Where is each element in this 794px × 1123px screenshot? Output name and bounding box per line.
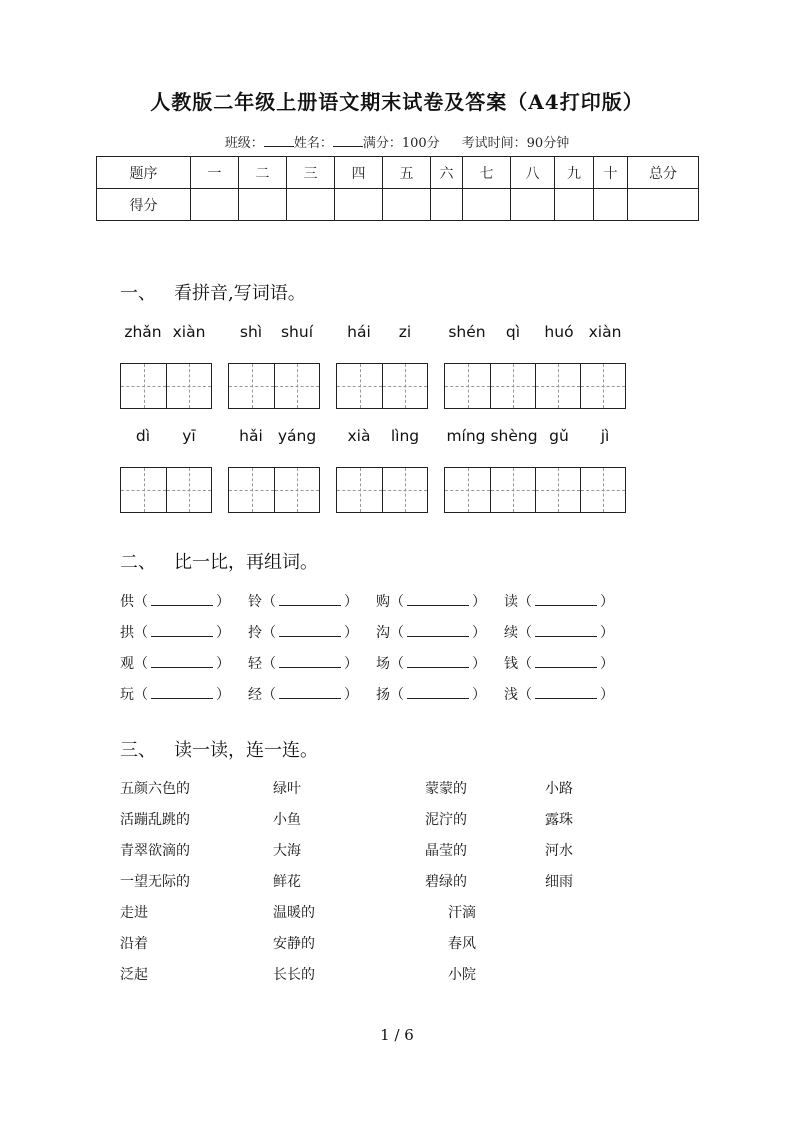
match-item[interactable]: 小路 [545, 781, 573, 797]
match-item[interactable]: 大海 [273, 843, 301, 859]
writing-grid[interactable] [444, 363, 626, 409]
writing-grid[interactable] [228, 363, 320, 409]
grid-cell[interactable] [382, 364, 427, 408]
answer-blank[interactable] [535, 654, 597, 668]
writing-grid[interactable] [120, 467, 212, 513]
page-number: 1 / 6 [380, 1026, 414, 1044]
match-item[interactable]: 走进 [120, 905, 148, 921]
word-pair: 场（ ） [376, 656, 486, 672]
answer-blank[interactable] [407, 685, 469, 699]
header-cell: 总分 [628, 157, 699, 189]
grid-cell[interactable] [166, 468, 211, 512]
section-1-title: 看拼音,写词语。 [174, 283, 306, 304]
section-2-heading [120, 548, 318, 574]
pinyin: qì [505, 323, 521, 341]
header-cell: 题序 [97, 157, 191, 189]
match-item[interactable]: 小鱼 [273, 812, 301, 828]
section-1-heading [120, 279, 306, 305]
match-item[interactable]: 长长的 [273, 967, 315, 983]
header-cell: 六 [431, 157, 463, 189]
word-pair: 拎（ ） [248, 625, 358, 641]
word-pair: 玩（ ） [120, 687, 230, 703]
word-pair: 经（ ） [248, 687, 358, 703]
grid-cell[interactable] [229, 364, 274, 408]
score-cell[interactable] [191, 189, 239, 221]
header-cell: 三 [287, 157, 335, 189]
pinyin: yī [182, 427, 196, 445]
answer-blank[interactable] [407, 654, 469, 668]
grid-cell[interactable] [121, 468, 166, 512]
grid-cell[interactable] [490, 364, 535, 408]
header-cell: 九 [555, 157, 594, 189]
name-blank[interactable] [333, 134, 363, 147]
section-2-number: 二、 [120, 552, 156, 573]
grid-cell[interactable] [445, 468, 490, 512]
match-item[interactable]: 小院 [448, 967, 476, 983]
pinyin: xià [347, 427, 371, 445]
match-item[interactable]: 沿着 [120, 936, 148, 952]
match-item[interactable]: 青翠欲滴的 [120, 843, 190, 859]
match-item[interactable]: 露珠 [545, 812, 573, 828]
pinyin: shén [448, 323, 486, 341]
grid-cell[interactable] [121, 364, 166, 408]
pinyin: jì [600, 427, 610, 445]
writing-grid[interactable] [336, 363, 428, 409]
answer-blank[interactable] [535, 592, 597, 606]
match-item[interactable]: 泥泞的 [425, 812, 467, 828]
word-pair: 拱（ ） [120, 625, 230, 641]
word-pair: 续（ ） [504, 625, 614, 641]
match-item[interactable]: 活蹦乱跳的 [120, 812, 190, 828]
grid-cell[interactable] [229, 468, 274, 512]
pinyin: zhǎn [124, 323, 162, 341]
header-cell: 八 [511, 157, 555, 189]
header-cell: 十 [594, 157, 628, 189]
match-item[interactable]: 泛起 [120, 967, 148, 983]
section-3-title: 读一读，连一连。 [174, 740, 318, 761]
answer-blank[interactable] [279, 654, 341, 668]
pinyin: shì [239, 323, 263, 341]
header-cell: 五 [383, 157, 431, 189]
writing-grid[interactable] [120, 363, 212, 409]
score-cell[interactable] [594, 189, 628, 221]
score-cell[interactable] [511, 189, 555, 221]
exam-time: 考试时间：90分钟 [461, 136, 570, 151]
score-cell[interactable] [239, 189, 287, 221]
answer-blank[interactable] [279, 592, 341, 606]
word-pair: 扬（ ） [376, 687, 486, 703]
match-item[interactable]: 安静的 [273, 936, 315, 952]
header-cell: 四 [335, 157, 383, 189]
answer-blank[interactable] [535, 623, 597, 637]
name-label: 姓名： [293, 136, 333, 151]
writing-grid[interactable] [444, 467, 626, 513]
pinyin: lìng [390, 427, 420, 445]
grid-cell[interactable] [490, 468, 535, 512]
answer-blank[interactable] [407, 592, 469, 606]
class-label: 班级： [224, 136, 264, 151]
grid-cell[interactable] [274, 468, 319, 512]
answer-blank[interactable] [535, 685, 597, 699]
score-cell[interactable] [335, 189, 383, 221]
answer-blank[interactable] [151, 685, 213, 699]
section-3-heading [120, 736, 318, 762]
section-2-title: 比一比，再组词。 [174, 552, 318, 573]
answer-blank[interactable] [151, 654, 213, 668]
grid-cell[interactable] [445, 364, 490, 408]
grid-cell[interactable] [166, 364, 211, 408]
score-cell[interactable] [463, 189, 511, 221]
pinyin: xiàn [588, 323, 622, 341]
score-cell[interactable] [383, 189, 431, 221]
grid-cell[interactable] [580, 364, 625, 408]
match-item[interactable]: 河水 [545, 843, 573, 859]
score-table [96, 156, 699, 221]
grid-cell[interactable] [580, 468, 625, 512]
pinyin: dì [135, 427, 151, 445]
word-pair: 钱（ ） [504, 656, 614, 672]
full-score: 满分：100分 [362, 136, 440, 151]
pinyin: hǎi [239, 427, 263, 445]
match-item[interactable]: 汗滴 [448, 905, 476, 921]
section-1-number: 一、 [120, 283, 156, 304]
score-cell[interactable] [555, 189, 594, 221]
answer-blank[interactable] [151, 592, 213, 606]
writing-grid[interactable] [336, 467, 428, 513]
answer-blank[interactable] [151, 623, 213, 637]
header-cell: 七 [463, 157, 511, 189]
match-item[interactable]: 五颜六色的 [120, 781, 190, 797]
match-item[interactable]: 晶莹的 [425, 843, 467, 859]
exam-info [0, 132, 794, 151]
grid-cell[interactable] [337, 468, 382, 512]
word-pair: 购（ ） [376, 594, 486, 610]
match-item[interactable]: 春风 [448, 936, 476, 952]
match-item[interactable]: 一望无际的 [120, 874, 190, 890]
pinyin: míng shèng [446, 427, 538, 445]
header-cell: 一 [191, 157, 239, 189]
class-blank[interactable] [264, 134, 294, 147]
grid-cell[interactable] [337, 364, 382, 408]
answer-blank[interactable] [407, 623, 469, 637]
pinyin: hái [347, 323, 371, 341]
score-table-score-row [97, 189, 699, 221]
score-cell[interactable] [628, 189, 699, 221]
writing-grid[interactable] [228, 467, 320, 513]
match-item[interactable]: 鲜花 [273, 874, 301, 890]
pinyin: yáng [277, 427, 317, 445]
pinyin: gǔ [549, 427, 569, 445]
grid-cell[interactable] [535, 364, 580, 408]
word-pair: 供（ ） [120, 594, 230, 610]
match-item[interactable]: 绿叶 [273, 781, 301, 797]
match-item[interactable]: 细雨 [545, 874, 573, 890]
pinyin: shuí [280, 323, 314, 341]
score-cell[interactable] [431, 189, 463, 221]
grid-cell[interactable] [274, 364, 319, 408]
header-cell: 二 [239, 157, 287, 189]
match-item[interactable]: 碧绿的 [425, 874, 467, 890]
pinyin: zi [398, 323, 412, 341]
score-cell[interactable] [287, 189, 335, 221]
word-pair: 沟（ ） [376, 625, 486, 641]
pinyin: xiàn [172, 323, 206, 341]
page-title: 人教版二年级上册语文期末试卷及答案（A4打印版） [150, 90, 644, 114]
word-pair: 铃（ ） [248, 594, 358, 610]
score-row-label: 得分 [97, 189, 191, 221]
score-table-header-row [97, 157, 699, 189]
grid-cell[interactable] [382, 468, 427, 512]
answer-blank[interactable] [279, 685, 341, 699]
answer-blank[interactable] [279, 623, 341, 637]
section-3-number: 三、 [120, 740, 156, 761]
word-pair: 轻（ ） [248, 656, 358, 672]
match-item[interactable]: 温暖的 [273, 905, 315, 921]
word-pair: 读（ ） [504, 594, 614, 610]
word-pair: 观（ ） [120, 656, 230, 672]
match-item[interactable]: 蒙蒙的 [425, 781, 467, 797]
pinyin: huó [544, 323, 574, 341]
word-pair: 浅（ ） [504, 687, 614, 703]
grid-cell[interactable] [535, 468, 580, 512]
